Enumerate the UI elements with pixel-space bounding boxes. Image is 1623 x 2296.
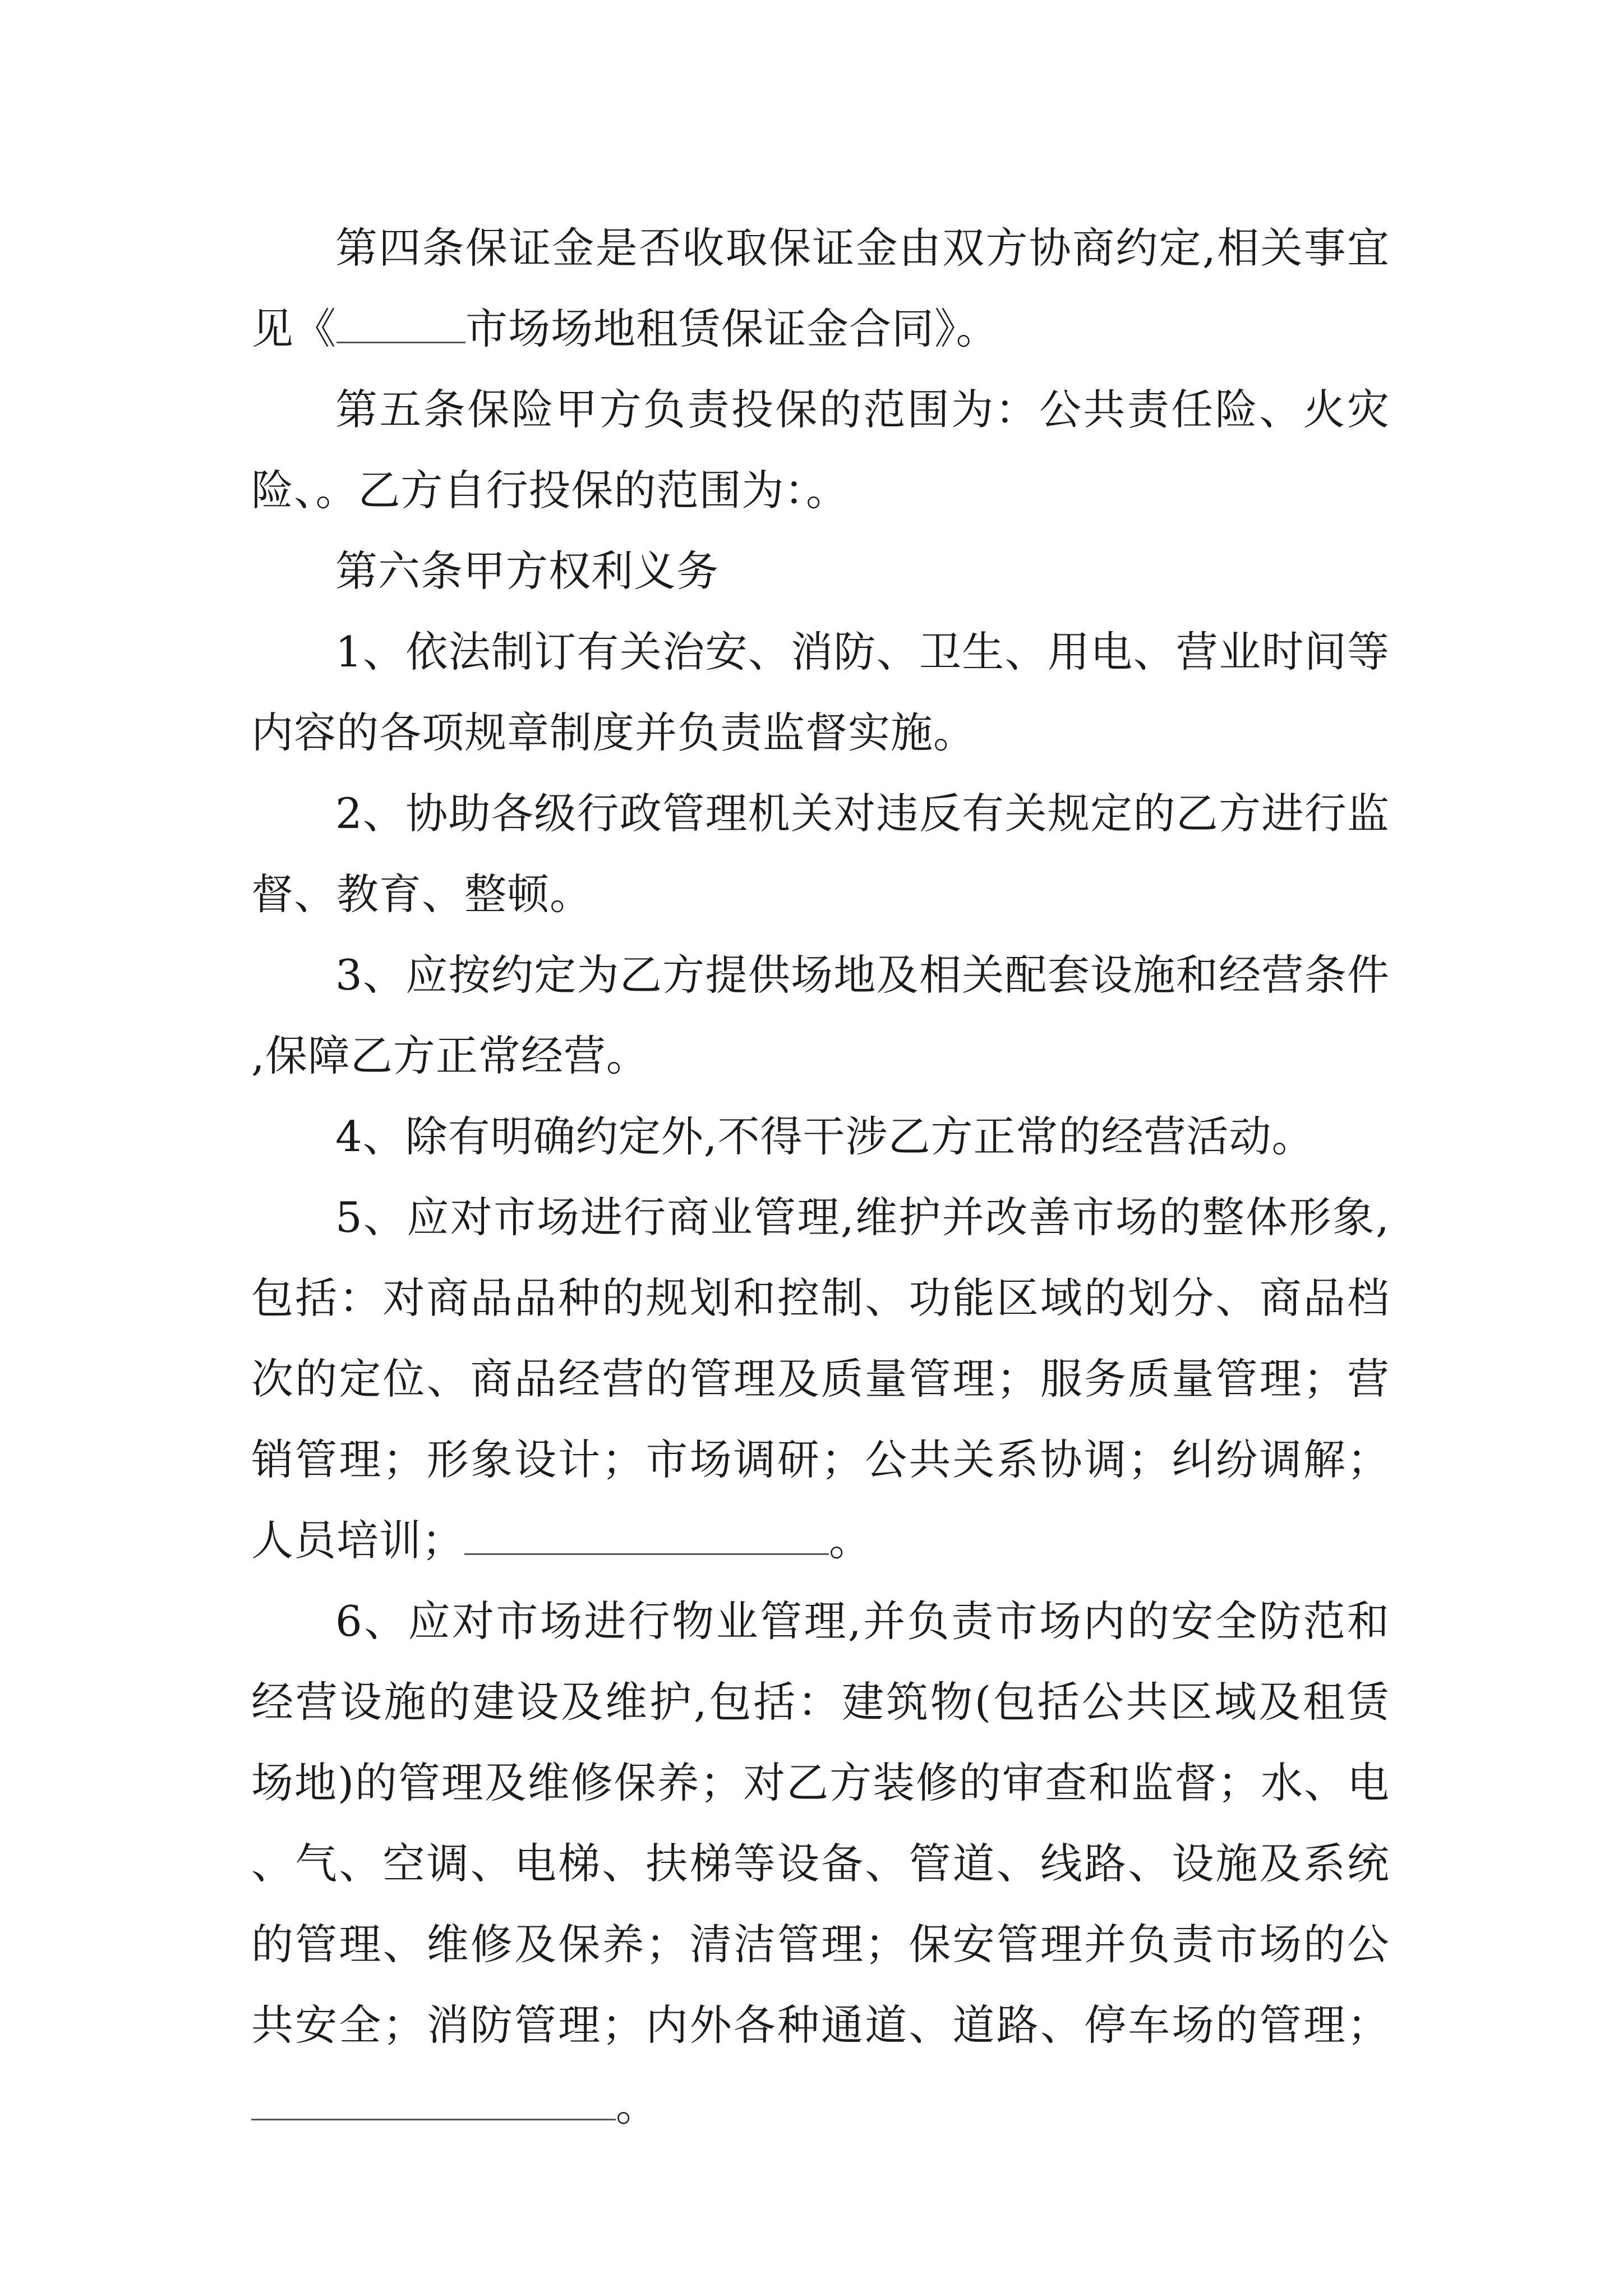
fill-in-blank <box>336 304 465 344</box>
item-5-text-end: 。 <box>829 1516 872 1565</box>
document-body <box>251 208 1390 2146</box>
item-3-paragraph: 3、应按约定为乙方提供场地及相关配套设施和经营条件,保障乙方正常经营。 <box>251 950 1390 1080</box>
item-6-text: 6、应对市场进行物业管理,并负责市场内的安全防范和经营设施的建设及维护,包括：建筑物(包括公共区域及租赁场地)的管理及维修保养；对乙方装修的审查和监督；水、电、气、空调、电梯、扶梯等设备、管道、线路、设施及系统的管理、维修及保养；清洁管理；保安管理并负责市场的公共安全；消防管理；内外各种通道、道路、停车场的管理； <box>251 1596 1390 2050</box>
item-4-paragraph: 4、除有明确约定外,不得干涉乙方正常的经营活动。 <box>335 1112 1315 1161</box>
fill-in-blank <box>251 2081 616 2121</box>
item-1-paragraph: 1、依法制订有关治安、消防、卫生、用电、营业时间等内容的各项规章制度并负责监督实施。 <box>251 627 1390 757</box>
item-5-paragraph <box>251 1177 1390 1581</box>
article-4-text: 第四条保证金是否收取保证金由双方协商约定,相关事宜见《 <box>251 223 1390 353</box>
article-4-text-end: 市场场地租赁保证金合同》。 <box>465 304 999 353</box>
article-5-paragraph: 第五条保险甲方负责投保的范围为：公共责任险、火灾险、。乙方自行投保的范围为：。 <box>251 385 1390 515</box>
item-6-text-end: 。 <box>616 2081 659 2131</box>
item-6-paragraph <box>251 1581 1390 2146</box>
fill-in-blank <box>464 1516 829 1556</box>
item-5-text: 5、应对市场进行商业管理,维护并改善市场的整体形象,包括：对商品品种的规划和控制、功能区域的划分、商品档次的定位、商品经营的管理及质量管理；服务质量管理；营销管理；形象设计；市场调研；公共关系协调；纠纷调解；人员培训； <box>251 1193 1390 1565</box>
article-4-paragraph <box>251 208 1390 369</box>
article-6-heading: 第六条甲方权利义务 <box>335 546 720 596</box>
item-2-paragraph: 2、协助各级行政管理机关对违反有关规定的乙方进行监督、教育、整顿。 <box>251 789 1390 919</box>
